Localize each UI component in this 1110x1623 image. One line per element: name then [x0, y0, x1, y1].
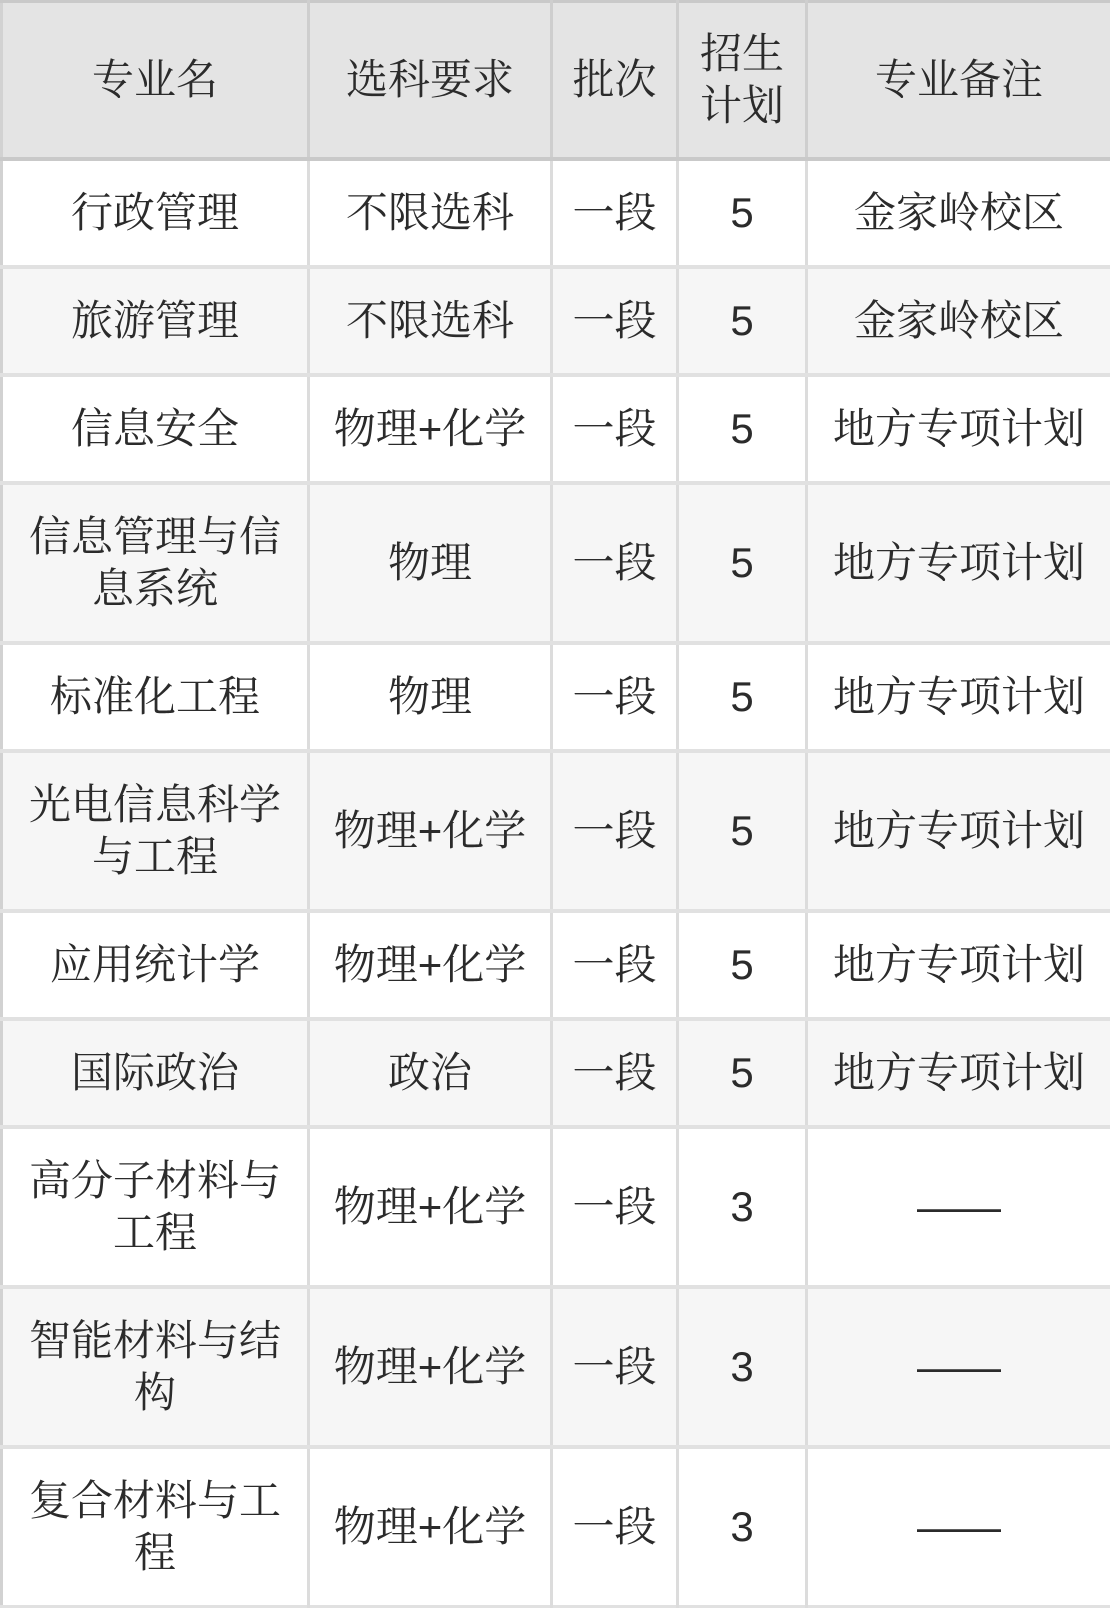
table-cell-subjects: 物理 [309, 643, 552, 751]
table-cell-plan: 5 [678, 751, 807, 911]
table-cell-subjects: 物理+化学 [309, 1287, 552, 1447]
table-cell-major: 应用统计学 [2, 911, 309, 1019]
table-cell-plan: 5 [678, 483, 807, 643]
table-cell-batch: 一段 [552, 1287, 678, 1447]
table-cell-remark: 金家岭校区 [807, 159, 1110, 267]
table-cell-subjects: 物理 [309, 483, 552, 643]
table-cell-batch: 一段 [552, 1019, 678, 1127]
table-row [2, 1127, 1110, 1287]
table-body [2, 159, 1110, 1607]
table-cell-batch: 一段 [552, 751, 678, 911]
table-row [2, 375, 1110, 483]
table-cell-batch: 一段 [552, 159, 678, 267]
table-cell-subjects: 物理+化学 [309, 751, 552, 911]
table-cell-batch: 一段 [552, 911, 678, 1019]
table-cell-plan: 5 [678, 375, 807, 483]
table-cell-remark: 地方专项计划 [807, 911, 1110, 1019]
table-cell-plan: 3 [678, 1127, 807, 1287]
table-row [2, 643, 1110, 751]
table-cell-major: 智能材料与结构 [2, 1287, 309, 1447]
table-cell-plan: 5 [678, 643, 807, 751]
table-cell-remark: 地方专项计划 [807, 375, 1110, 483]
table-row [2, 1447, 1110, 1607]
table-cell-batch: 一段 [552, 1127, 678, 1287]
table-row [2, 159, 1110, 267]
table-cell-plan: 5 [678, 911, 807, 1019]
table-row [2, 751, 1110, 911]
column-header-plan: 招生计划 [678, 2, 807, 160]
table-cell-batch: 一段 [552, 1447, 678, 1607]
column-header-remark: 专业备注 [807, 2, 1110, 160]
table-cell-plan: 3 [678, 1287, 807, 1447]
table-cell-major: 行政管理 [70, 189, 239, 236]
table-cell-major: 标准化工程 [2, 643, 309, 751]
table-cell-major: 信息安全 [2, 375, 309, 483]
table-cell-major: 复合材料与工程 [2, 1447, 309, 1607]
table-row [2, 911, 1110, 1019]
table-cell-subjects: 物理+化学 [309, 911, 552, 1019]
table-row [2, 1287, 1110, 1447]
table-row [2, 483, 1110, 643]
table-cell-remark: —— [807, 1447, 1110, 1607]
table-cell-remark: 金家岭校区 [807, 267, 1110, 375]
table-cell-major: 旅游管理 [2, 267, 309, 375]
table-cell-remark: 地方专项计划 [807, 751, 1110, 911]
table-cell-major: 信息管理与信息系统 [2, 483, 309, 643]
table-cell-batch: 一段 [552, 267, 678, 375]
table-cell-subjects: 不限选科 [309, 159, 552, 267]
column-header-major: 专业名 [2, 2, 309, 160]
table-cell-batch: 一段 [552, 483, 678, 643]
table-cell-batch: 一段 [552, 375, 678, 483]
table-cell-remark: 地方专项计划 [807, 483, 1110, 643]
table-cell-plan: 3 [678, 1447, 807, 1607]
table-cell-major: 高分子材料与工程 [2, 1127, 309, 1287]
table-cell-plan: 5 [678, 1019, 807, 1127]
table-cell-remark: —— [807, 1127, 1110, 1287]
table-cell-batch: 一段 [552, 643, 678, 751]
table-cell-subjects: 物理+化学 [309, 375, 552, 483]
table-cell-remark: 地方专项计划 [807, 643, 1110, 751]
table-cell-remark: 地方专项计划 [807, 1019, 1110, 1127]
table-cell-subjects: 政治 [309, 1019, 552, 1127]
table-cell-major: 国际政治 [2, 1019, 309, 1127]
table-row [2, 1019, 1110, 1127]
table-cell-plan: 5 [678, 267, 807, 375]
table-cell-remark: —— [807, 1287, 1110, 1447]
table-header [2, 2, 1110, 160]
table-cell-subjects: 不限选科 [309, 267, 552, 375]
column-header-batch: 批次 [552, 2, 678, 160]
table-cell-subjects: 物理+化学 [309, 1127, 552, 1287]
table-row [2, 267, 1110, 375]
table-cell-plan: 5 [678, 159, 807, 267]
table-cell-subjects: 物理+化学 [309, 1447, 552, 1607]
header-row [2, 2, 1110, 160]
column-header-subjects: 选科要求 [309, 2, 552, 160]
table-cell-major: 光电信息科学与工程 [2, 751, 309, 911]
